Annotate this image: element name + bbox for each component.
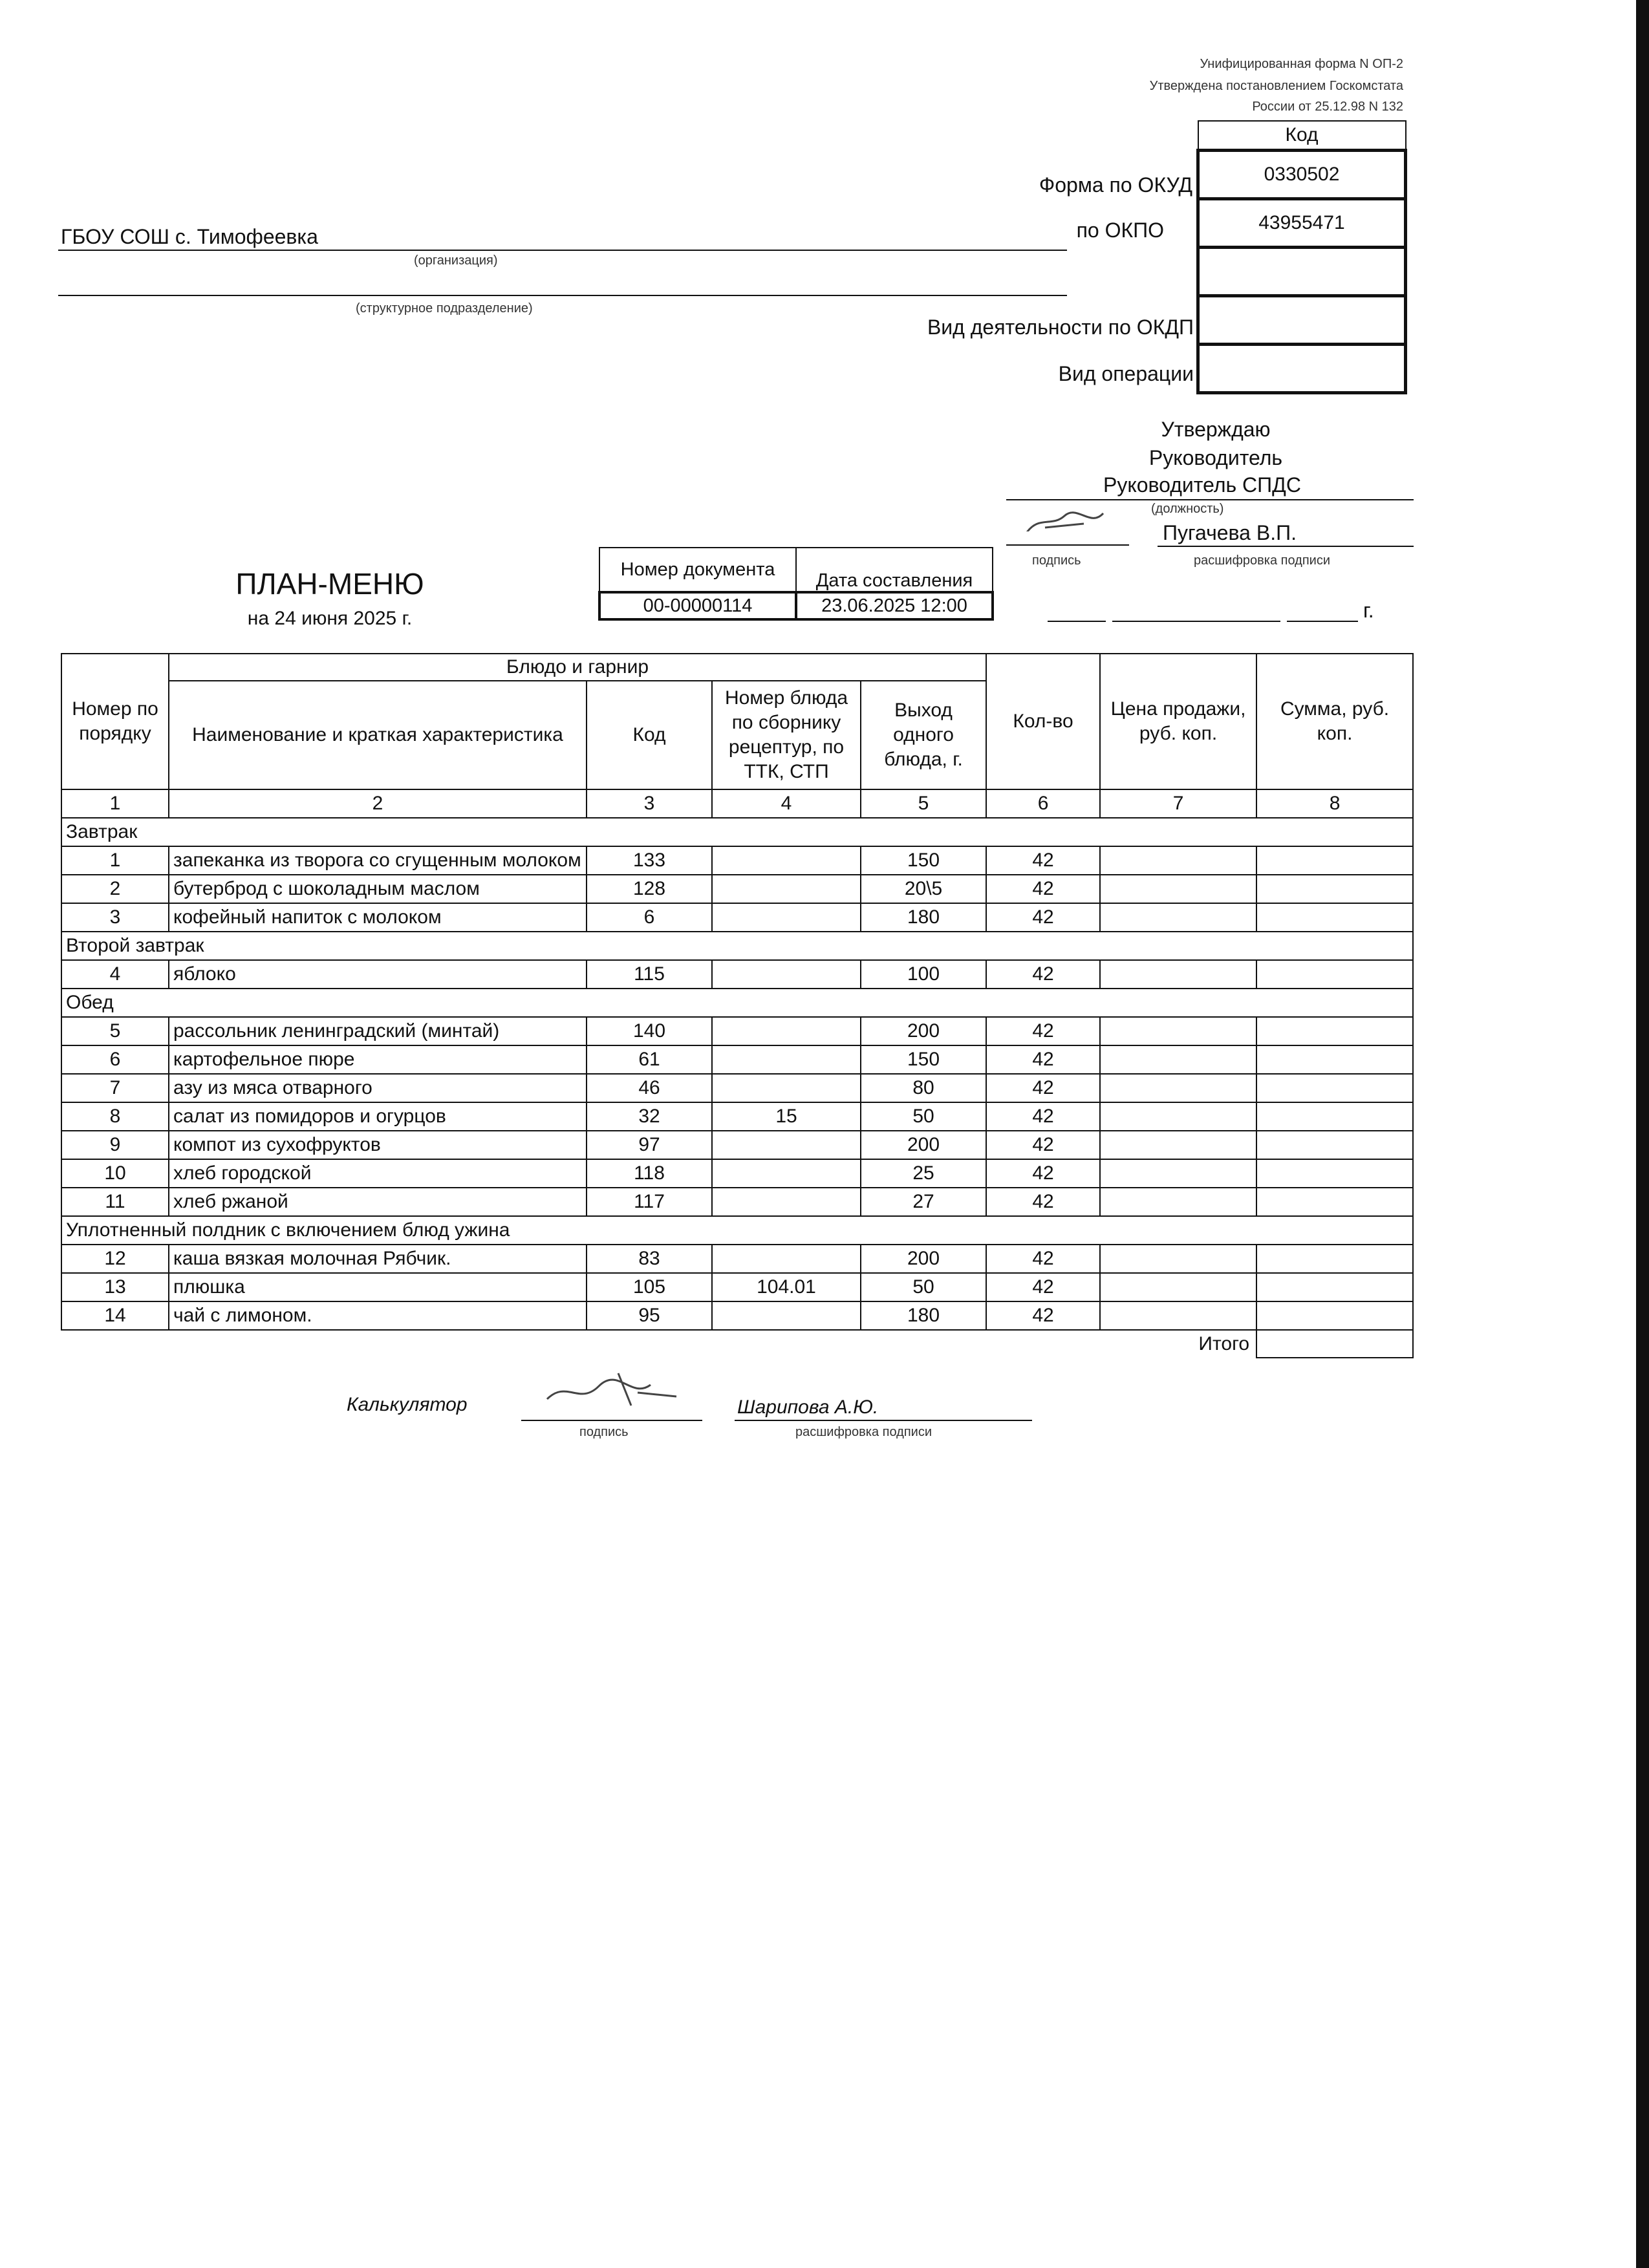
- dish-output: 180: [861, 903, 986, 932]
- row-number: 3: [61, 903, 169, 932]
- header-price: Цена продажи, руб. коп.: [1100, 654, 1256, 789]
- dish-sum: [1256, 1273, 1413, 1301]
- dish-qty: 42: [986, 1102, 1100, 1131]
- form-line-1: Унифицированная форма N ОП-2: [1200, 57, 1403, 71]
- calculator-signature-line: [521, 1396, 702, 1421]
- page-title: ПЛАН-МЕНЮ: [235, 567, 424, 601]
- okpo-label: по ОКПО: [1076, 219, 1164, 242]
- dish-output: 150: [861, 1045, 986, 1074]
- calculator-signature-caption: подпись: [579, 1425, 629, 1439]
- recipe-number: 104.01: [712, 1273, 861, 1301]
- dish-output: 200: [861, 1245, 986, 1273]
- dish-output: 50: [861, 1102, 986, 1131]
- header-dish-group: Блюдо и гарнир: [169, 654, 986, 681]
- okud-value: 0330502: [1198, 151, 1406, 199]
- dish-price: [1100, 960, 1256, 989]
- form-line-2: Утверждена постановлением Госкомстата: [1149, 79, 1403, 93]
- doc-number-label: Номер документа: [599, 548, 796, 592]
- subdivision-caption: (структурное подразделение): [356, 301, 533, 316]
- approve-year-line: [1287, 597, 1358, 622]
- dish-qty: 42: [986, 1245, 1100, 1273]
- operation-value: [1198, 345, 1406, 393]
- dish-code: 83: [587, 1245, 712, 1273]
- section-title: Завтрак: [61, 818, 1413, 846]
- dish-code: 46: [587, 1074, 712, 1102]
- row-number: 1: [61, 846, 169, 875]
- dish-sum: [1256, 875, 1413, 903]
- dish-output: 180: [861, 1301, 986, 1330]
- table-row: [61, 1074, 1413, 1102]
- dish-qty: 42: [986, 1045, 1100, 1074]
- header-code: Код: [587, 681, 712, 789]
- dish-code: 117: [587, 1188, 712, 1216]
- recipe-number: [712, 1017, 861, 1045]
- recipe-number: 15: [712, 1102, 861, 1131]
- dish-sum: [1256, 1045, 1413, 1074]
- table-row: [61, 1159, 1413, 1188]
- dish-output: 50: [861, 1273, 986, 1301]
- position-caption: (должность): [1151, 502, 1224, 516]
- dish-qty: 42: [986, 1074, 1100, 1102]
- dish-output: 100: [861, 960, 986, 989]
- section-row: [61, 989, 1413, 1017]
- organization-line: [58, 225, 1067, 251]
- dish-price: [1100, 875, 1256, 903]
- row-number: 13: [61, 1273, 169, 1301]
- dish-code: 6: [587, 903, 712, 932]
- dish-output: 27: [861, 1188, 986, 1216]
- row-number: 6: [61, 1045, 169, 1074]
- dish-name: запеканка из творога со сгущенным молоком: [169, 846, 587, 875]
- total-label: Итого: [1198, 1333, 1250, 1354]
- table-row: [61, 960, 1413, 989]
- total-value: [1256, 1330, 1413, 1358]
- row-number: 7: [61, 1074, 169, 1102]
- dish-output: 200: [861, 1131, 986, 1159]
- recipe-number: [712, 846, 861, 875]
- dish-code: 61: [587, 1045, 712, 1074]
- approve-decoding-caption: расшифровка подписи: [1194, 553, 1331, 568]
- dish-name: кофейный напиток с молоком: [169, 903, 587, 932]
- dish-qty: 42: [986, 846, 1100, 875]
- dish-code: 140: [587, 1017, 712, 1045]
- recipe-number: [712, 1188, 861, 1216]
- dish-sum: [1256, 1102, 1413, 1131]
- approve-month-line: [1112, 597, 1280, 622]
- dish-code: 115: [587, 960, 712, 989]
- calculator-name: Шарипова А.Ю.: [737, 1396, 879, 1418]
- row-number: 12: [61, 1245, 169, 1273]
- dish-price: [1100, 1131, 1256, 1159]
- dish-sum: [1256, 1245, 1413, 1273]
- dish-sum: [1256, 1188, 1413, 1216]
- dish-price: [1100, 1159, 1256, 1188]
- dish-name: яблоко: [169, 960, 587, 989]
- table-row: [61, 1102, 1413, 1131]
- dish-code: 133: [587, 846, 712, 875]
- doc-number: 00-00000114: [599, 592, 796, 619]
- dish-name: бутерброд с шоколадным маслом: [169, 875, 587, 903]
- okpo-value: 43955471: [1198, 199, 1406, 248]
- code-header: Код: [1198, 121, 1406, 151]
- dish-sum: [1256, 1159, 1413, 1188]
- dish-price: [1100, 1273, 1256, 1301]
- dish-code: 97: [587, 1131, 712, 1159]
- approve-name: Пугачева В.П.: [1163, 521, 1297, 544]
- subdivision-line: [58, 272, 1067, 296]
- section-row: [61, 818, 1413, 846]
- dish-code: 118: [587, 1159, 712, 1188]
- recipe-number: [712, 1159, 861, 1188]
- recipe-number: [712, 1045, 861, 1074]
- dish-price: [1100, 1245, 1256, 1273]
- column-number: 5: [861, 789, 986, 818]
- calculator-label: Калькулятор: [347, 1394, 468, 1415]
- approve-name-line: [1158, 521, 1414, 547]
- header-qty: Кол-во: [986, 654, 1100, 789]
- dish-price: [1100, 1102, 1256, 1131]
- dish-price: [1100, 1074, 1256, 1102]
- dish-code: 105: [587, 1273, 712, 1301]
- table-row: [61, 1017, 1413, 1045]
- dish-price: [1100, 1017, 1256, 1045]
- dish-sum: [1256, 960, 1413, 989]
- table-row: [61, 1188, 1413, 1216]
- row-number: 2: [61, 875, 169, 903]
- dish-code: 95: [587, 1301, 712, 1330]
- dish-output: 80: [861, 1074, 986, 1102]
- header-order: Номер по порядку: [61, 654, 169, 789]
- dish-sum: [1256, 1131, 1413, 1159]
- dish-output: 200: [861, 1017, 986, 1045]
- dish-output: 150: [861, 846, 986, 875]
- approve-label: Утверждаю: [1161, 418, 1271, 441]
- okud-label: Форма по ОКУД: [1039, 173, 1192, 197]
- row-number: 8: [61, 1102, 169, 1131]
- recipe-number: [712, 903, 861, 932]
- dish-name: картофельное пюре: [169, 1045, 587, 1074]
- row-number: 11: [61, 1188, 169, 1216]
- codes-table: [1196, 120, 1407, 394]
- dish-qty: 42: [986, 960, 1100, 989]
- column-number: 3: [587, 789, 712, 818]
- table-row: [61, 1301, 1413, 1330]
- column-number: 8: [1256, 789, 1413, 818]
- dish-sum: [1256, 1301, 1413, 1330]
- row-number: 4: [61, 960, 169, 989]
- dish-price: [1100, 1301, 1256, 1330]
- table-row: [61, 1245, 1413, 1273]
- column-number: 2: [169, 789, 587, 818]
- section-title: Обед: [61, 989, 1413, 1017]
- dish-price: [1100, 846, 1256, 875]
- dish-qty: 42: [986, 1017, 1100, 1045]
- header-sum: Сумма, руб. коп.: [1256, 654, 1413, 789]
- column-number: 4: [712, 789, 861, 818]
- table-row: [61, 1273, 1413, 1301]
- operation-label: Вид операции: [1058, 362, 1194, 385]
- dish-qty: 42: [986, 1159, 1100, 1188]
- approve-signature: [1006, 508, 1129, 531]
- header-recipe: Номер блюда по сборнику рецептур, по ТТК, СТП: [712, 681, 861, 789]
- dish-price: [1100, 1045, 1256, 1074]
- organization-caption: (организация): [414, 253, 498, 268]
- doc-date: 23.06.2025 12:00: [796, 592, 993, 619]
- dish-name: каша вязкая молочная Рябчик.: [169, 1245, 587, 1273]
- approve-position: Руководитель СПДС: [1103, 473, 1301, 497]
- organization-name: ГБОУ СОШ с. Тимофеевка: [61, 225, 318, 248]
- calculator-signature: [521, 1367, 702, 1412]
- row-number: 10: [61, 1159, 169, 1188]
- column-number: 7: [1100, 789, 1256, 818]
- recipe-number: [712, 875, 861, 903]
- column-number: 6: [986, 789, 1100, 818]
- dish-sum: [1256, 903, 1413, 932]
- recipe-number: [712, 960, 861, 989]
- approve-role: Руководитель: [1148, 446, 1283, 469]
- dish-code: 32: [587, 1102, 712, 1131]
- dish-sum: [1256, 1017, 1413, 1045]
- dish-code: 128: [587, 875, 712, 903]
- recipe-number: [712, 1245, 861, 1273]
- dish-name: азу из мяса отварного: [169, 1074, 587, 1102]
- dish-name: рассольник ленинградский (минтай): [169, 1017, 587, 1045]
- position-line: [1006, 473, 1414, 500]
- dish-name: салат из помидоров и огурцов: [169, 1102, 587, 1131]
- approve-signature-caption: подпись: [1032, 553, 1081, 568]
- page-date: на 24 июня 2025 г.: [247, 608, 413, 629]
- section-title: Второй завтрак: [61, 932, 1413, 960]
- table-row: [61, 875, 1413, 903]
- recipe-number: [712, 1301, 861, 1330]
- row-number: 9: [61, 1131, 169, 1159]
- dish-name: хлеб ржаной: [169, 1188, 587, 1216]
- dish-name: плюшка: [169, 1273, 587, 1301]
- dish-sum: [1256, 846, 1413, 875]
- approve-signature-line: [1006, 521, 1129, 546]
- document-box: [598, 547, 994, 621]
- calculator-name-line: [735, 1396, 1032, 1421]
- dish-qty: 42: [986, 1301, 1100, 1330]
- row-number: 5: [61, 1017, 169, 1045]
- empty-code-cell: [1198, 248, 1406, 296]
- dish-sum: [1256, 1074, 1413, 1102]
- dish-name: компот из сухофруктов: [169, 1131, 587, 1159]
- okdp-value: [1198, 296, 1406, 345]
- table-row: [61, 903, 1413, 932]
- table-row: [61, 1045, 1413, 1074]
- dish-output: 25: [861, 1159, 986, 1188]
- dish-qty: 42: [986, 903, 1100, 932]
- column-number: 1: [61, 789, 169, 818]
- header-name: Наименование и краткая характеристика: [169, 681, 587, 789]
- dish-price: [1100, 903, 1256, 932]
- form-line-3: России от 25.12.98 N 132: [1252, 100, 1403, 114]
- table-row: [61, 846, 1413, 875]
- doc-date-label: Дата составления: [796, 548, 993, 592]
- dish-qty: 42: [986, 875, 1100, 903]
- table-row: [61, 1131, 1413, 1159]
- dish-qty: 42: [986, 1273, 1100, 1301]
- row-number: 14: [61, 1301, 169, 1330]
- section-row: [61, 932, 1413, 960]
- dish-name: чай с лимоном.: [169, 1301, 587, 1330]
- approve-day-line: [1048, 597, 1106, 622]
- year-suffix: г.: [1363, 599, 1374, 622]
- recipe-number: [712, 1074, 861, 1102]
- calculator-decoding-caption: расшифровка подписи: [795, 1425, 932, 1439]
- dish-price: [1100, 1188, 1256, 1216]
- dish-qty: 42: [986, 1188, 1100, 1216]
- recipe-number: [712, 1131, 861, 1159]
- section-title: Уплотненный полдник с включением блюд ужина: [61, 1216, 1413, 1245]
- scan-edge: [1636, 0, 1649, 2268]
- dish-output: 20\5: [861, 875, 986, 903]
- okdp-label: Вид деятельности по ОКДП: [927, 316, 1194, 339]
- dish-qty: 42: [986, 1131, 1100, 1159]
- menu-table: [61, 653, 1414, 1358]
- dish-name: хлеб городской: [169, 1159, 587, 1188]
- header-output: Выход одного блюда, г.: [861, 681, 986, 789]
- section-row: [61, 1216, 1413, 1245]
